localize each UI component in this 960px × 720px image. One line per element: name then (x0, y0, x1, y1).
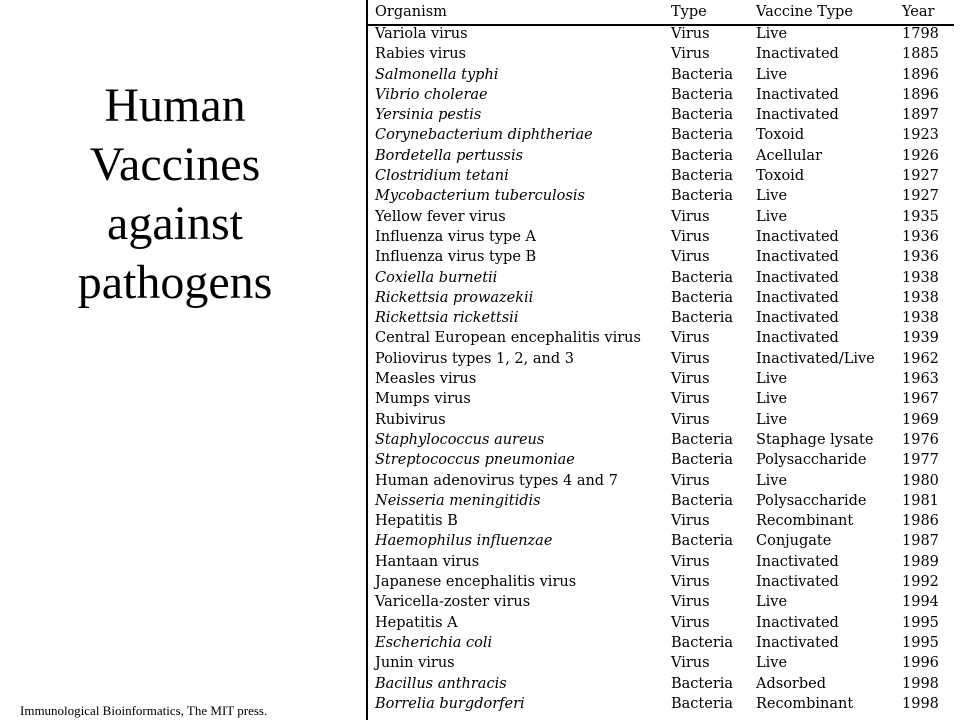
table-row (366, 572, 954, 592)
cell-organism: Hepatitis A (375, 614, 458, 631)
cell-type: Virus (671, 655, 710, 672)
table-row (366, 146, 954, 166)
cell-vaccine-type: Live (756, 208, 788, 225)
cell-year: 1896 (902, 66, 939, 83)
cell-type: Bacteria (671, 533, 734, 550)
cell-year: 1998 (902, 675, 939, 692)
cell-vaccine-type: Live (756, 472, 788, 489)
cell-type: Bacteria (671, 452, 734, 469)
table-row (366, 268, 954, 288)
table-row (366, 653, 954, 673)
cell-type: Bacteria (671, 634, 734, 651)
cell-vaccine-type: Toxoid (756, 127, 805, 144)
cell-vaccine-type: Live (756, 188, 788, 205)
cell-type: Virus (671, 391, 710, 408)
cell-organism: Rickettsia prowazekii (375, 289, 534, 306)
table-body (366, 24, 954, 714)
title-line: Vaccines (89, 138, 261, 191)
table-row (366, 450, 954, 470)
title-line: against (107, 197, 243, 250)
cell-vaccine-type: Recombinant (756, 513, 854, 530)
table-row (366, 369, 954, 389)
cell-vaccine-type: Conjugate (756, 533, 832, 550)
table-row (366, 491, 954, 511)
table-row (366, 186, 954, 206)
cell-year: 1939 (902, 330, 939, 347)
cell-vaccine-type: Recombinant (756, 695, 854, 712)
cell-type: Virus (671, 411, 710, 428)
cell-year: 1962 (902, 350, 939, 367)
cell-type: Bacteria (671, 289, 734, 306)
table-row (366, 288, 954, 308)
cell-organism: Bacillus anthracis (375, 675, 507, 692)
cell-type: Bacteria (671, 86, 734, 103)
table-row (366, 105, 954, 125)
cell-organism: Rubivirus (375, 411, 446, 428)
cell-year: 1798 (902, 26, 939, 42)
cell-organism: Japanese encephalitis virus (375, 574, 577, 591)
table-row (366, 471, 954, 491)
source-credit: Immunological Bioinformatics, The MIT press. (20, 703, 268, 718)
cell-organism: Mumps virus (375, 391, 471, 408)
cell-organism: Measles virus (375, 371, 477, 388)
cell-year: 1981 (902, 492, 939, 509)
cell-type: Bacteria (671, 66, 734, 83)
cell-organism: Rabies virus (375, 46, 466, 63)
cell-vaccine-type: Inactivated (756, 634, 839, 651)
cell-type: Virus (671, 330, 710, 347)
cell-organism: Bordetella pertussis (375, 147, 524, 164)
cell-year: 1987 (902, 533, 939, 550)
cell-vaccine-type: Inactivated (756, 614, 839, 631)
cell-vaccine-type: Inactivated (756, 228, 839, 245)
cell-year: 1927 (902, 168, 939, 185)
table-row (366, 511, 954, 531)
cell-organism: Poliovirus types 1, 2, and 3 (375, 350, 574, 367)
cell-vaccine-type: Adsorbed (756, 675, 827, 692)
cell-organism: Influenza virus type B (375, 249, 537, 266)
table-row (366, 349, 954, 369)
cell-type: Bacteria (671, 188, 734, 205)
cell-vaccine-type: Toxoid (756, 168, 805, 185)
cell-year: 1938 (902, 289, 939, 306)
cell-vaccine-type: Inactivated (756, 86, 839, 103)
cell-year: 1936 (902, 249, 939, 266)
table-row (366, 24, 954, 44)
table-row (366, 430, 954, 450)
cell-year: 1976 (902, 431, 939, 448)
cell-type: Virus (671, 594, 710, 611)
cell-type: Bacteria (671, 431, 734, 448)
cell-vaccine-type: Inactivated (756, 330, 839, 347)
table-row (366, 410, 954, 430)
cell-type: Virus (671, 472, 710, 489)
cell-year: 1995 (902, 634, 939, 651)
cell-type: Bacteria (671, 127, 734, 144)
cell-organism: Variola virus (375, 26, 468, 42)
table-row (366, 85, 954, 105)
cell-type: Bacteria (671, 107, 734, 124)
cell-organism: Corynebacterium diphtheriae (375, 127, 593, 144)
slide-title (20, 76, 330, 312)
cell-type: Virus (671, 553, 710, 570)
cell-year: 1980 (902, 472, 939, 489)
cell-type: Virus (671, 513, 710, 530)
cell-vaccine-type: Live (756, 655, 788, 672)
cell-vaccine-type: Live (756, 391, 788, 408)
table-row (366, 389, 954, 409)
cell-vaccine-type: Live (756, 371, 788, 388)
title-line: pathogens (77, 256, 273, 309)
cell-year: 1986 (902, 513, 939, 530)
cell-type: Virus (671, 371, 710, 388)
cell-year: 1885 (902, 46, 939, 63)
cell-type: Virus (671, 249, 710, 266)
cell-organism: Salmonella typhi (375, 66, 499, 83)
cell-organism: Influenza virus type A (375, 228, 537, 245)
cell-type: Bacteria (671, 695, 734, 712)
table-row (366, 308, 954, 328)
cell-type: Virus (671, 228, 710, 245)
cell-organism: Clostridium tetani (375, 168, 509, 185)
cell-type: Virus (671, 350, 710, 367)
table-row (366, 247, 954, 267)
cell-vaccine-type: Polysaccharide (756, 492, 867, 509)
cell-vaccine-type: Inactivated (756, 574, 839, 591)
cell-year: 1938 (902, 310, 939, 327)
table-row (366, 613, 954, 633)
cell-type: Bacteria (671, 675, 734, 692)
header-organism: Organism (375, 4, 447, 20)
cell-year: 1896 (902, 86, 939, 103)
cell-organism: Varicella-zoster virus (375, 594, 531, 611)
cell-vaccine-type: Staphage lysate (756, 431, 874, 448)
cell-organism: Yellow fever virus (375, 208, 506, 225)
cell-type: Bacteria (671, 269, 734, 286)
table-row (366, 694, 954, 714)
table-row (366, 207, 954, 227)
cell-vaccine-type: Polysaccharide (756, 452, 867, 469)
cell-vaccine-type: Live (756, 66, 788, 83)
title-line: Human (104, 79, 246, 132)
cell-year: 1936 (902, 228, 939, 245)
cell-organism: Rickettsia rickettsii (375, 310, 519, 327)
cell-type: Bacteria (671, 492, 734, 509)
cell-vaccine-type: Inactivated (756, 107, 839, 124)
cell-year: 1923 (902, 127, 939, 144)
cell-vaccine-type: Inactivated (756, 249, 839, 266)
cell-type: Virus (671, 208, 710, 225)
cell-organism: Junin virus (375, 655, 455, 672)
cell-organism: Staphylococcus aureus (375, 431, 545, 448)
cell-vaccine-type: Live (756, 411, 788, 428)
table-row (366, 633, 954, 653)
cell-type: Virus (671, 26, 710, 42)
cell-year: 1977 (902, 452, 939, 469)
header-vaccine-type: Vaccine Type (756, 4, 853, 20)
cell-organism: Hepatitis B (375, 513, 458, 530)
cell-year: 1994 (902, 594, 939, 611)
cell-vaccine-type: Acellular (756, 147, 823, 164)
cell-vaccine-type: Inactivated (756, 289, 839, 306)
table-row (366, 531, 954, 551)
cell-organism: Yersinia pestis (375, 107, 482, 124)
cell-vaccine-type: Inactivated (756, 46, 839, 63)
vaccine-table (366, 0, 954, 720)
cell-organism: Central European encephalitis virus (375, 330, 641, 347)
cell-year: 1938 (902, 269, 939, 286)
cell-year: 1926 (902, 147, 939, 164)
table-row (366, 328, 954, 348)
table-row (366, 592, 954, 612)
cell-year: 1963 (902, 371, 939, 388)
cell-vaccine-type: Inactivated (756, 310, 839, 327)
header-year: Year (902, 4, 935, 20)
table-header-row (366, 0, 954, 22)
header-type: Type (671, 4, 707, 20)
cell-vaccine-type: Inactivated (756, 553, 839, 570)
cell-type: Bacteria (671, 310, 734, 327)
cell-type: Bacteria (671, 147, 734, 164)
cell-type: Virus (671, 46, 710, 63)
cell-year: 1998 (902, 695, 939, 712)
cell-organism: Coxiella burnetii (375, 269, 498, 286)
cell-organism: Neisseria meningitidis (375, 492, 541, 509)
cell-year: 1967 (902, 391, 939, 408)
cell-organism: Escherichia coli (375, 634, 493, 651)
cell-organism: Haemophilus influenzae (375, 533, 553, 550)
cell-organism: Hantaan virus (375, 553, 480, 570)
cell-type: Virus (671, 614, 710, 631)
table-row (366, 44, 954, 64)
cell-organism: Vibrio cholerae (375, 86, 488, 103)
cell-type: Bacteria (671, 168, 734, 185)
cell-year: 1935 (902, 208, 939, 225)
cell-vaccine-type: Inactivated (756, 269, 839, 286)
table-row (366, 227, 954, 247)
cell-year: 1995 (902, 614, 939, 631)
cell-type: Virus (671, 574, 710, 591)
cell-year: 1992 (902, 574, 939, 591)
cell-vaccine-type: Live (756, 594, 788, 611)
cell-vaccine-type: Inactivated/Live (756, 350, 875, 367)
cell-year: 1996 (902, 655, 939, 672)
cell-organism: Mycobacterium tuberculosis (375, 188, 585, 205)
cell-organism: Streptococcus pneumoniae (375, 452, 575, 469)
cell-year: 1927 (902, 188, 939, 205)
cell-vaccine-type: Live (756, 26, 788, 42)
table-row (366, 125, 954, 145)
table-row (366, 552, 954, 572)
cell-organism: Human adenovirus types 4 and 7 (375, 472, 618, 489)
cell-year: 1989 (902, 553, 939, 570)
table-row (366, 674, 954, 694)
cell-organism: Borrelia burgdorferi (375, 695, 525, 712)
table-row (366, 166, 954, 186)
cell-year: 1969 (902, 411, 939, 428)
table-row (366, 65, 954, 85)
cell-year: 1897 (902, 107, 939, 124)
